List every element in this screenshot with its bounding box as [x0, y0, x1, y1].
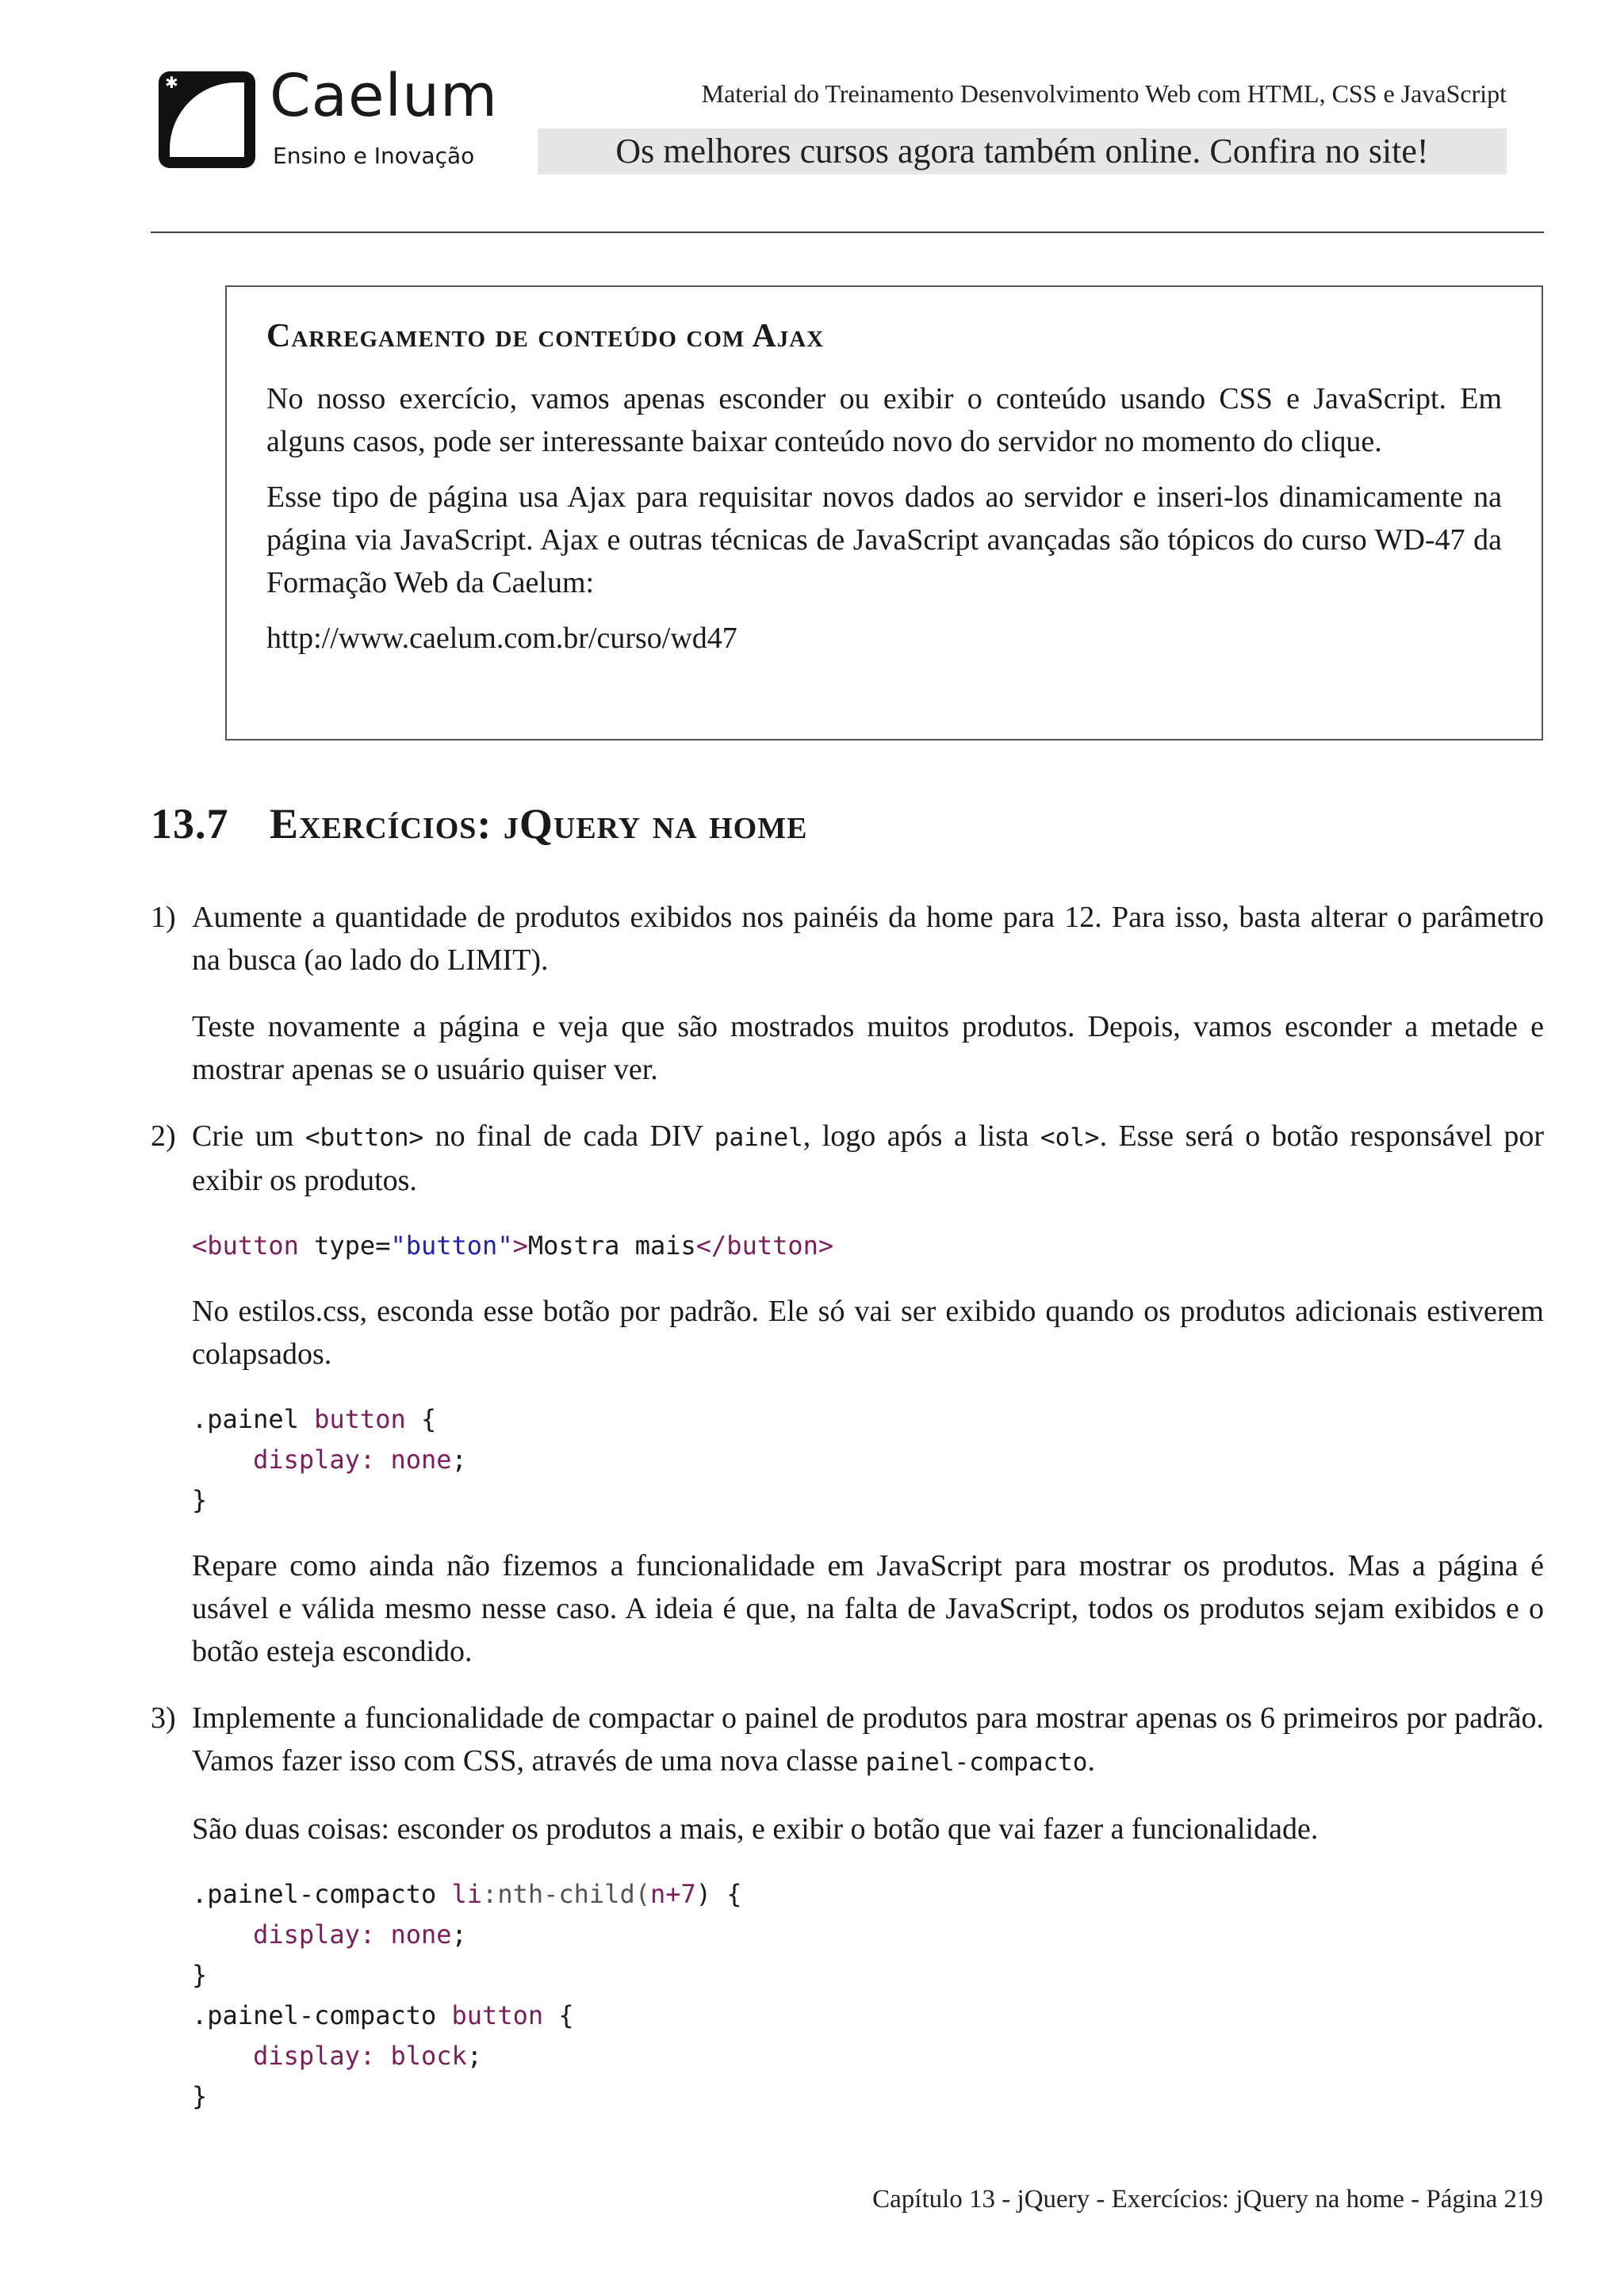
logo-name: Caelum — [270, 62, 499, 130]
note-paragraph-1: No nosso exercício, vamos apenas esconder ou exibir o conteúdo usando CSS e JavaScript. Em alguns casos, pode ser interessante baixar conteúdo novo do servidor no momento do clique. — [266, 382, 1502, 458]
item-marker: 1) — [151, 901, 176, 934]
header-promo-banner: Os melhores cursos agora também online. Confira no site! — [538, 128, 1507, 174]
note-title: Carregamento de conteúdo com Ajax — [266, 318, 825, 354]
item-2-paragraph-3: Repare como ainda não fizemos a funcionalidade em JavaScript para mostrar os produtos. Mas a página é usável e válida mesmo nesse caso. A ideia é que, na falta de JavaScript, todos os produtos sejam exibidos e o botão esteja escondido. — [192, 1549, 1544, 1668]
item-marker: 3) — [151, 1701, 176, 1735]
note-url: http://www.caelum.com.br/curso/wd47 — [266, 622, 737, 655]
exercise-item-3 — [151, 1697, 1544, 2117]
exercise-item-1 — [151, 896, 1544, 1091]
logo-tagline: Ensino e Inovação — [273, 143, 475, 169]
inline-code: painel-compacto — [865, 1748, 1088, 1777]
exercise-list — [151, 896, 1544, 2141]
header-divider — [151, 232, 1544, 233]
item-1-paragraph-1: Aumente a quantidade de produtos exibidos nos painéis da home para 12. Para isso, basta alterar o parâmetro na busca (ao lado do LIMIT). — [192, 901, 1544, 977]
css-code-block: .painel button { display: none; } — [192, 1404, 467, 1515]
item-marker: 2) — [151, 1119, 176, 1153]
item-1-paragraph-2: Teste novamente a página e veja que são mostrados muitos produtos. Depois, vamos esconder a metade e mostrar apenas se o usuário quiser ver. — [192, 1010, 1544, 1086]
page-footer: Capítulo 13 - jQuery - Exercícios: jQuery na home - Página 219 — [872, 2185, 1543, 2214]
item-3-paragraph-2: São duas coisas: esconder os produtos a mais, e exibir o botão que vai fazer a funcionalidade. — [192, 1812, 1319, 1846]
ajax-note-box — [225, 285, 1543, 740]
exercise-item-2 — [151, 1115, 1544, 1673]
section-title: Exercícios: jQuery na home — [270, 800, 808, 848]
header-subtitle: Material do Treinamento Desenvolvimento Web com HTML, CSS e JavaScript — [701, 79, 1507, 108]
html-code-block: <button type="button">Mostra mais</button> — [192, 1230, 834, 1261]
note-paragraph-2: Esse tipo de página usa Ajax para requisitar novos dados ao servidor e inseri-los dinamicamente na página via JavaScript. Ajax e outras técnicas de JavaScript avançadas são tópicos do curso WD-47 da Formação Web da Caelum: — [266, 480, 1502, 599]
item-2-paragraph-1: Crie um <button> no final de cada DIV painel, logo após a lista <ol>. Esse será o botão responsável por exibir os produtos. — [192, 1119, 1545, 1197]
css-code-block: .painel-compacto li:nth-child(n+7) { display: none; } .painel-compacto button { display: block; } — [192, 1879, 742, 2111]
inline-code: painel — [714, 1123, 803, 1152]
inline-code: <button> — [304, 1123, 424, 1152]
section-number: 13.7 — [151, 800, 229, 848]
inline-code: <ol> — [1040, 1123, 1100, 1152]
caelum-logo — [159, 62, 500, 174]
logo-mark-icon: ✱ — [159, 71, 255, 168]
section-heading — [151, 799, 807, 848]
page-header — [151, 63, 1507, 182]
item-2-paragraph-2: No estilos.css, esconda esse botão por padrão. Ele só vai ser exibido quando os produtos adicionais estiverem colapsados. — [192, 1295, 1544, 1371]
item-3-paragraph-1: Implemente a funcionalidade de compactar o painel de produtos para mostrar apenas os 6 primeiros por padrão. Vamos fazer isso com CSS, através de uma nova classe painel-compacto. — [192, 1701, 1544, 1777]
